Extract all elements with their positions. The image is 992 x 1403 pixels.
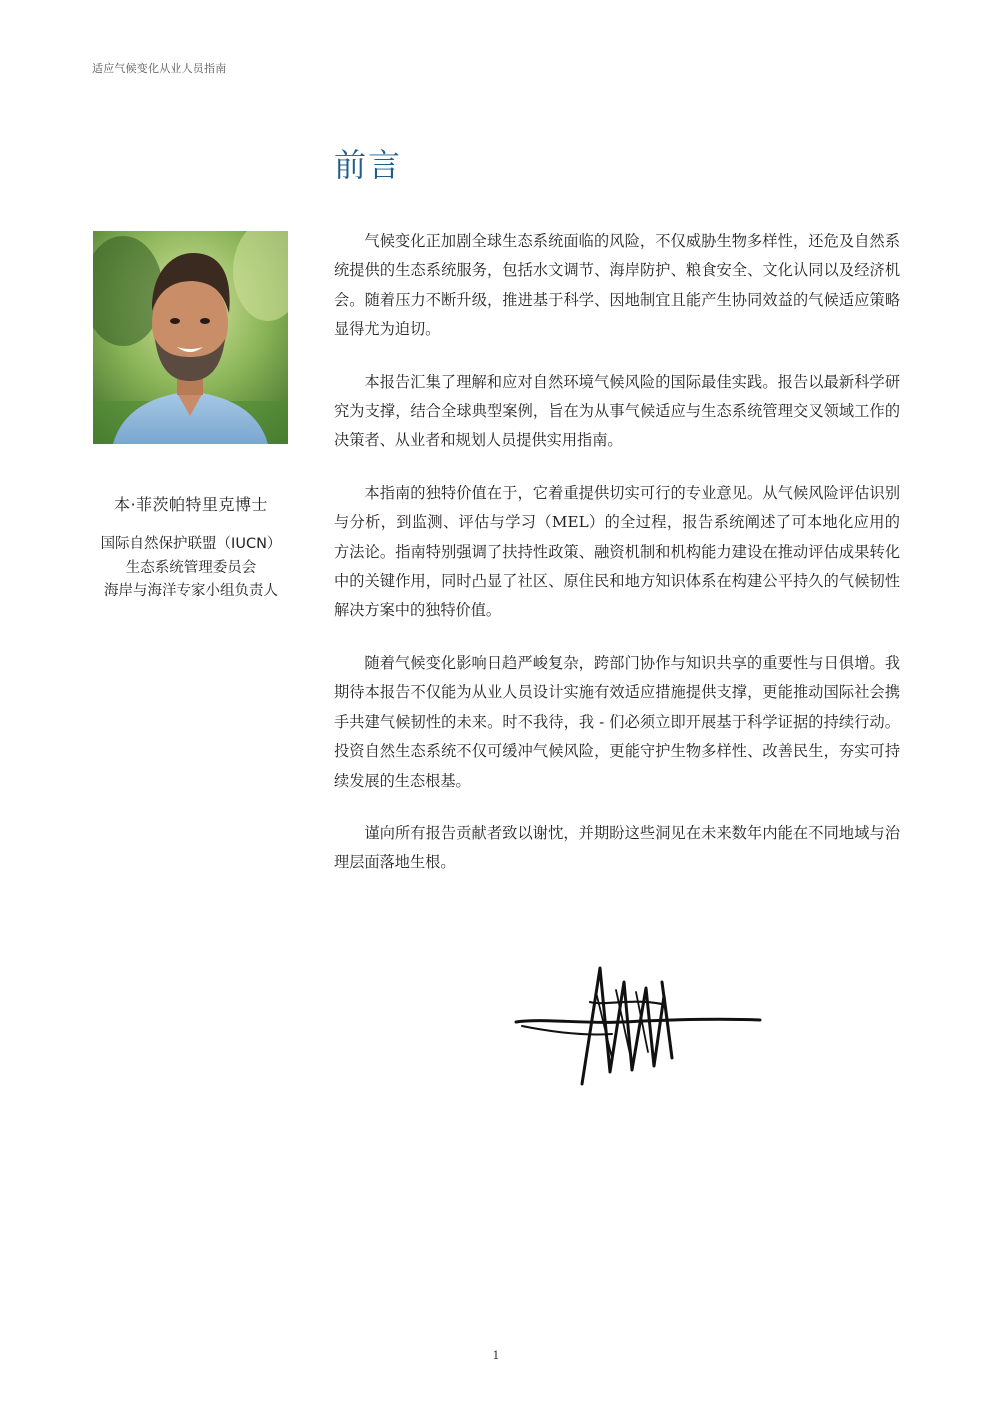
portrait-photo-icon	[93, 231, 288, 444]
paragraph: 谨向所有报告贡献者致以谢忱，并期盼这些洞见在未来数年内能在不同地域与治理层面落地生根。	[334, 823, 900, 872]
affiliation-line: 国际自然保护联盟（IUCN）	[100, 536, 282, 552]
signature	[512, 962, 764, 1094]
author-name: 本·菲茨帕特里克博士	[113, 495, 269, 514]
foreword-body	[334, 227, 900, 901]
paragraph: 气候变化正加剧全球生态系统面临的风险，不仅威胁生物多样性，还危及自然系统提供的生态系统服务，包括水文调节、海岸防护、粮食安全、文化认同以及经济机会。随着压力不断升级，推进基于科学、因地制宜且能产生协同效益的气候适应策略显得尤为迫切。	[334, 232, 900, 339]
signature-icon	[512, 962, 764, 1094]
affiliation-line: 海岸与海洋专家小组负责人	[104, 583, 278, 599]
paragraph: 随着气候变化影响日趋严峻复杂，跨部门协作与知识共享的重要性与日俱增。我期待本报告不仅能为从业人员设计实施有效适应措施提供支撑，更能推动国际社会携手共建气候韧性的未来。时不我待，我 - 们必须立即开展基于科学证据的持续行动。投资自然生态系统不仅可缓冲气候风险，更能守护生物多样性、改善民生，夯实可持续发展的生态根基。	[334, 653, 900, 790]
page-title: 前言	[334, 146, 403, 184]
running-header: 适应气候变化从业人员指南	[92, 62, 227, 75]
paragraph: 本报告汇集了理解和应对自然环境气候风险的国际最佳实践。报告以最新科学研究为支撑，结合全球典型案例，旨在为从事气候适应与生态系统管理交叉领域工作的决策者、从业者和规划人员提供实用指南。	[334, 372, 900, 450]
paragraph: 本指南的独特价值在于，它着重提供切实可行的专业意见。从气候风险评估识别与分析，到监测、评估与学习（MEL）的全过程，报告系统阐述了可本地化应用的方法论。指南特别强调了扶持性政策、融资机制和机构能力建设在推动评估成果转化中的关键作用，同时凸显了社区、原住民和地方知识体系在构建公平持久的气候韧性解决方案中的独特价值。	[334, 483, 900, 620]
author-affiliation	[80, 533, 302, 604]
affiliation-line: 生态系统管理委员会	[125, 559, 257, 576]
author-block	[80, 492, 302, 604]
author-portrait	[93, 231, 288, 444]
page-number: 1	[492, 1349, 500, 1362]
